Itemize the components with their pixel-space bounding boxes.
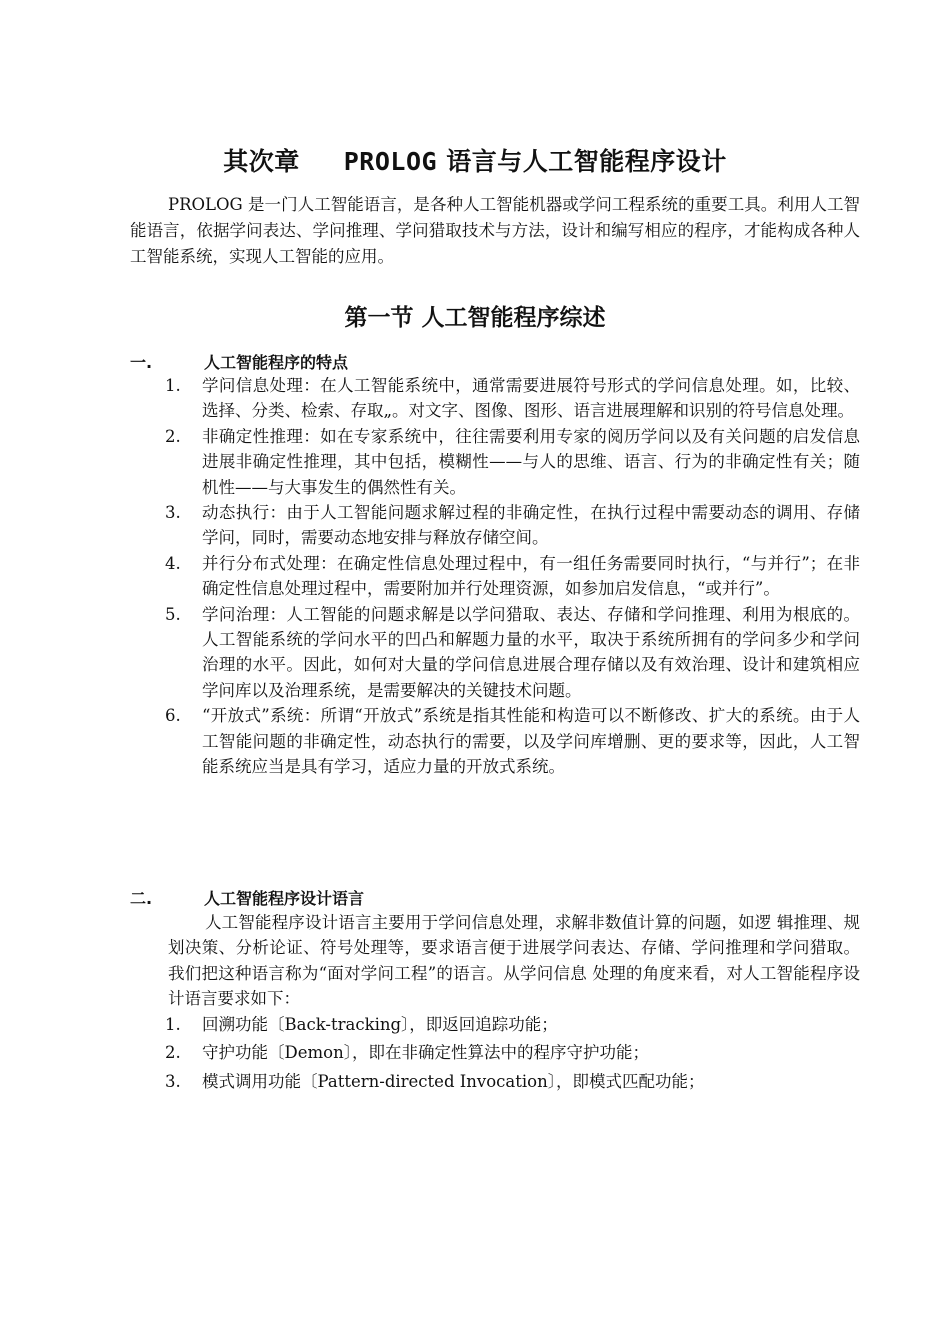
list-item: [165, 373, 860, 424]
chapter-name-latin: PROLOG: [343, 147, 438, 176]
chapter-prefix: 其次章: [223, 147, 300, 176]
list-item: [165, 551, 860, 602]
list-item-number: 6.: [165, 706, 181, 726]
list-item-number: 3.: [165, 503, 181, 523]
list-item: [165, 1040, 860, 1065]
list-item-number: 1.: [165, 1015, 181, 1034]
list-item: [165, 1012, 860, 1037]
list-item-text: 学问信息处理：在人工智能系统中，通常需要进展符号形式的学问信息处理。如，比较、选择、分类、检索、存取„。对文字、图像、图形、语言进展理解和识别的符号信息处理。: [202, 376, 860, 421]
list-item-text: 模式调用功能〔Pattern-directed Invocation〕，即模式匹配功能；: [202, 1071, 705, 1091]
list-item: [165, 500, 860, 551]
chapter-name-rest: 语言与人工智能程序设计: [446, 147, 727, 176]
list-item-text: 动态执行：由于人工智能问题求解过程的非确定性，在执行过程中需要动态的调用、存储学问，同时，需要动态地安排与释放存储空间。: [202, 503, 860, 548]
list-item-text: 学问治理：人工智能的问题求解是以学问猎取、表达、存储和学问推理、利用为根底的。人工智能系统的学问水平的凹凸和解题力量的水平，取决于系统所拥有的学问多少和学问治理的水平。因此，如何对大量的学问信息进展合理存储以及有效治理、设计和建筑相应学问库以及治理系统，是需要解决的关键技术问题。: [202, 604, 860, 700]
list-item-number: 3.: [165, 1071, 181, 1091]
part2-heading: [130, 886, 364, 909]
part2-list: [165, 1012, 860, 1094]
list-item: [165, 703, 860, 779]
list-item-text: 回溯功能〔Back-tracking〕，即返回追踪功能；: [202, 1015, 558, 1034]
intro-paragraph: PROLOG 是一门人工智能语言，是各种人工智能机器或学问工程系统的重要工具。利用人工智能语言，依据学问表达、学问推理、学问猎取技术与方法，设计和编写相应的程序，才能构成各种人工智能系统，实现人工智能的应用。: [130, 195, 860, 266]
part1-list: [165, 373, 860, 780]
chapter-title: [0, 142, 950, 178]
list-item: [165, 424, 860, 500]
part1-number: 一.: [130, 353, 153, 372]
part2-paragraph: 人工智能程序设计语言主要用于学问信息处理，求解非数值计算的问题，如逻 辑推理、规划决策、分析论证、符号处理等，要求语言便于进展学问表达、存储、学问推理和学问猎取。我们把这种语言称为“面对学问工程”的语言。从学问信息 处理的角度来看，对人工智能程序设计语言要求如下：: [168, 913, 860, 1009]
part1-heading-text: 人工智能程序的特点: [204, 353, 349, 372]
part2-heading-text: 人工智能程序设计语言: [204, 889, 365, 908]
list-item-number: 4.: [165, 553, 181, 573]
list-item: [165, 602, 860, 704]
list-item-text: “开放式”系统：所谓“开放式”系统是指其性能和构造可以不断修改、扩大的系统。由于人工智能问题的非确定性，动态执行的需要，以及学问库增删、更的要求等，因此，人工智能系统应当是具有学习，适应力量的开放式系统。: [202, 706, 860, 777]
list-item-number: 2.: [165, 426, 181, 446]
section-title: 第一节 人工智能程序综述: [344, 305, 606, 331]
list-item-text: 非确定性推理：如在专家系统中，往往需要利用专家的阅历学问以及有关问题的启发信息进展非确定性推理，其中包括，模糊性——与人的思维、语言、行为的非确定性有关；随机性——与大事发生的偶然性有关。: [202, 426, 860, 497]
list-item-number: 2.: [165, 1043, 181, 1063]
list-item-number: 5.: [165, 604, 181, 624]
list-item: [165, 1069, 860, 1094]
list-item-text: 守护功能〔Demon〕，即在非确定性算法中的程序守护功能；: [202, 1043, 649, 1063]
part1-heading: [130, 350, 348, 373]
list-item-number: 1.: [165, 376, 181, 395]
list-item-text: 并行分布式处理：在确定性信息处理过程中，有一组任务需要同时执行，“与并行”；在非确定性信息处理过程中，需要附加并行处理资源，如参加启发信息，“或并行”。: [202, 553, 860, 599]
part2-number: 二.: [130, 889, 153, 908]
